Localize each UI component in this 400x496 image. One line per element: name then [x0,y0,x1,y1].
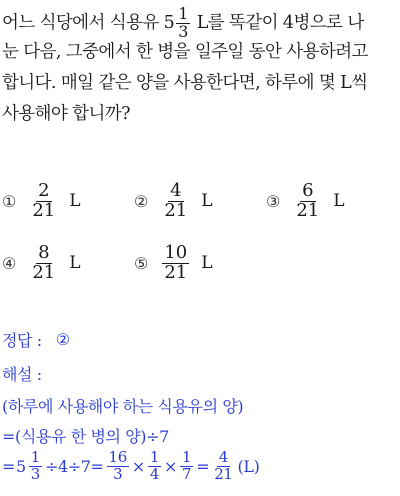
question-line-1 [2,4,398,41]
calc-expression [2,450,259,483]
choice-4-fraction [30,244,57,283]
question-line-1-start: 어느 식당에서 식용유 [2,12,164,33]
choice-1-denominator: 21 [32,199,56,221]
choice-5-numerator: 10 [164,242,188,263]
choice-4-numerator: 8 [38,242,50,263]
calc-frac-3-den: 4 [149,464,160,483]
calc-frac-4-num: 1 [182,448,192,466]
calc-frac-5-num: 4 [218,448,228,466]
choice-1-unit: L [69,191,81,212]
calc-frac-2-num: 16 [108,448,127,466]
choice-2-mark: ② [134,191,149,211]
calc-frac-4 [180,450,193,483]
choice-4-denominator: 21 [32,261,56,283]
mixed-number [164,6,192,41]
answer-line [2,328,70,351]
answer-value: ② [55,330,70,349]
question-line-1-end: L를 똑같이 4병으로 나 [191,12,364,33]
answer-label: 정답 : [2,331,42,350]
choice-3-fraction [294,182,321,221]
choice-2-numerator: 4 [170,180,182,201]
choice-5-denominator: 21 [164,261,188,283]
calc-frac-1 [29,450,42,483]
calc-times-2: × [164,456,178,476]
mixed-denominator: 3 [178,21,188,41]
question-line-4: 사용해야 합니까? [2,104,130,124]
calc-unit: (L) [237,456,260,476]
calc-equals-1: = [2,456,16,476]
calc-division: ÷4÷7= [44,456,104,476]
choice-2-denominator: 21 [164,199,188,221]
question-line-2: 눈 다음, 그중에서 한 병을 일주일 동안 사용하려고 [2,42,368,62]
calc-frac-1-num: 1 [30,448,40,466]
choice-1-mark: ① [2,191,17,211]
choice-1-fraction [30,182,57,221]
choice-5-fraction [162,244,189,283]
choice-1-numerator: 2 [38,180,50,201]
mixed-whole: 5 [163,12,175,33]
choice-3-denominator: 21 [296,199,320,221]
choice-4-mark: ④ [2,253,17,273]
question-text [2,6,398,130]
calc-frac-2-den: 3 [113,464,123,483]
choice-1[interactable] [2,182,81,221]
choice-3-unit: L [333,191,345,212]
choice-2-fraction [162,182,189,221]
choice-2[interactable] [134,182,213,221]
mixed-numerator: 1 [178,4,188,23]
question-line-3: 합니다. 매일 같은 양을 사용한다면, 하루에 몇 L씩 [2,73,368,93]
calc-frac-3 [148,450,161,483]
choice-5-unit: L [201,253,213,274]
choice-5-mark: ⑤ [134,253,149,273]
choice-4-unit: L [69,253,81,274]
choice-3[interactable] [266,182,345,221]
calc-whole: 5 [16,456,26,476]
explanation-label: 해설 : [2,365,42,384]
explanation-calculation [2,450,259,483]
calc-equals-2: = [196,456,210,476]
calc-frac-5 [212,450,234,483]
choice-4[interactable] [2,244,81,283]
calc-frac-1-den: 3 [30,464,40,483]
explanation-line-1: (하루에 사용해야 하는 식용유의 양) [2,397,244,416]
calc-frac-2 [107,450,129,483]
calc-frac-3-num: 1 [149,448,160,466]
choice-3-mark: ③ [266,191,281,211]
calc-frac-4-den: 7 [182,464,192,483]
choice-5[interactable] [134,244,213,283]
explanation-line-2: =(식용유 한 병의 양)÷7 [2,427,169,446]
calc-frac-5-den: 21 [214,464,233,483]
calc-times-1: × [131,456,145,476]
mixed-fraction [176,6,190,41]
choice-3-numerator: 6 [302,180,314,201]
choice-2-unit: L [201,191,213,212]
